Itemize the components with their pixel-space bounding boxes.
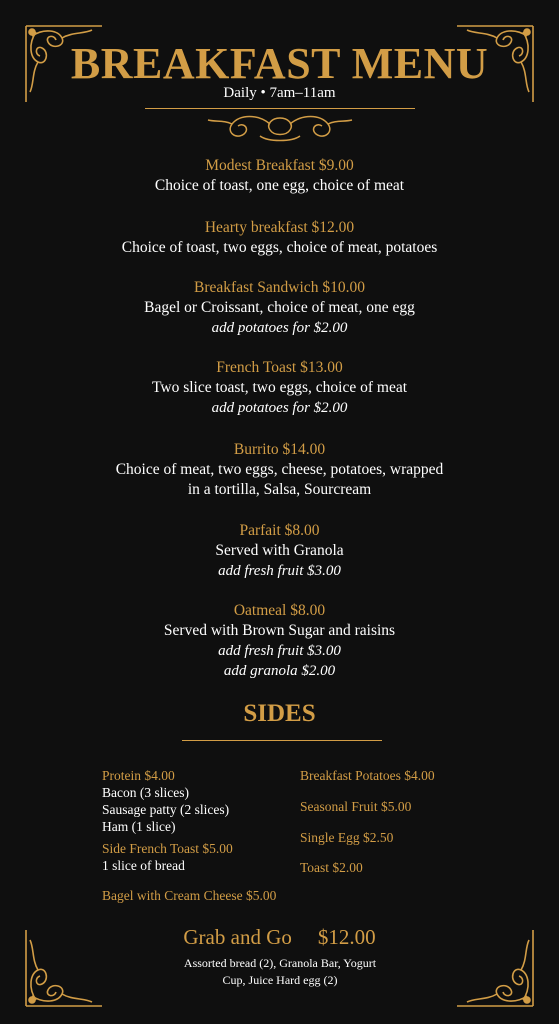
side-item-detail: 1 slice of bread [102, 858, 185, 873]
menu-item [0, 156, 559, 196]
side-item [102, 887, 276, 904]
menu-item [0, 440, 559, 500]
menu-hours: Daily • 7am–11am [223, 85, 336, 101]
side-item-name: Breakfast Potatoes $4.00 [300, 768, 435, 783]
title-divider [145, 108, 415, 109]
flourish-ornament-icon [200, 110, 360, 144]
menu-item-desc: in a tortilla, Salsa, Sourcream [187, 481, 372, 498]
side-item [102, 767, 229, 835]
menu-item-name: Modest Breakfast $9.00 [205, 157, 354, 174]
grab-and-go-price: $12.00 [317, 925, 376, 949]
menu-item-desc: Served with Granola [215, 542, 344, 559]
side-item-name: Bagel with Cream Cheese $5.00 [102, 888, 277, 903]
menu-item-note: add fresh fruit $3.00 [218, 643, 341, 659]
grab-and-go-label: Grab and Go [183, 925, 292, 949]
side-item-name: Single Egg $2.50 [300, 830, 394, 845]
side-item-detail: Ham (1 slice) [102, 819, 176, 834]
menu-item-note: add potatoes for $2.00 [211, 400, 348, 416]
side-item [102, 840, 233, 874]
grab-and-go-desc-line: Cup, Juice Hard egg (2) [222, 973, 338, 987]
side-item-name: Protein $4.00 [102, 768, 175, 783]
menu-item-name: Burrito $14.00 [233, 441, 326, 458]
menu-item-note: add granola $2.00 [223, 663, 336, 679]
side-item-name: Side French Toast $5.00 [102, 841, 233, 856]
menu-item-note: add fresh fruit $3.00 [218, 563, 341, 579]
menu-item-note: add potatoes for $2.00 [211, 320, 348, 336]
menu-item [0, 278, 559, 338]
side-item [300, 767, 435, 784]
grab-and-go-desc-line: Assorted bread (2), Granola Bar, Yogurt [183, 956, 377, 970]
menu-item-desc: Choice of toast, one egg, choice of meat [154, 177, 405, 194]
menu-item-name: Hearty breakfast $12.00 [204, 219, 355, 236]
sides-heading: SIDES [243, 700, 316, 727]
side-item [300, 859, 363, 876]
menu-title: BREAKFAST MENU [70, 39, 489, 88]
menu-item-name: Oatmeal $8.00 [233, 602, 326, 619]
sides-divider [182, 740, 382, 741]
menu-item [0, 521, 559, 581]
menu-item-desc: Choice of toast, two eggs, choice of meat, potatoes [121, 239, 438, 256]
grab-and-go-desc [150, 955, 410, 989]
menu-item-desc: Choice of meat, two eggs, cheese, potatoes, wrapped [115, 461, 444, 478]
menu-item-name: Breakfast Sandwich $10.00 [194, 279, 365, 296]
menu-item-desc: Served with Brown Sugar and raisins [163, 622, 396, 639]
menu-item-desc: Bagel or Croissant, choice of meat, one egg [144, 299, 415, 316]
menu-item-name: Parfait $8.00 [239, 522, 320, 539]
side-item [300, 798, 411, 815]
menu-item [0, 218, 559, 258]
grab-and-go-heading [0, 925, 559, 950]
menu-item-desc: Two slice toast, two eggs, choice of meat [151, 379, 408, 396]
side-item [300, 829, 393, 846]
menu-item [0, 601, 559, 681]
side-item-detail: Bacon (3 slices) [102, 785, 189, 800]
menu-item-name: French Toast $13.00 [216, 359, 343, 376]
side-item-name: Toast $2.00 [300, 860, 363, 875]
side-item-detail: Sausage patty (2 slices) [102, 802, 230, 817]
side-item-name: Seasonal Fruit $5.00 [300, 799, 412, 814]
menu-item [0, 358, 559, 418]
